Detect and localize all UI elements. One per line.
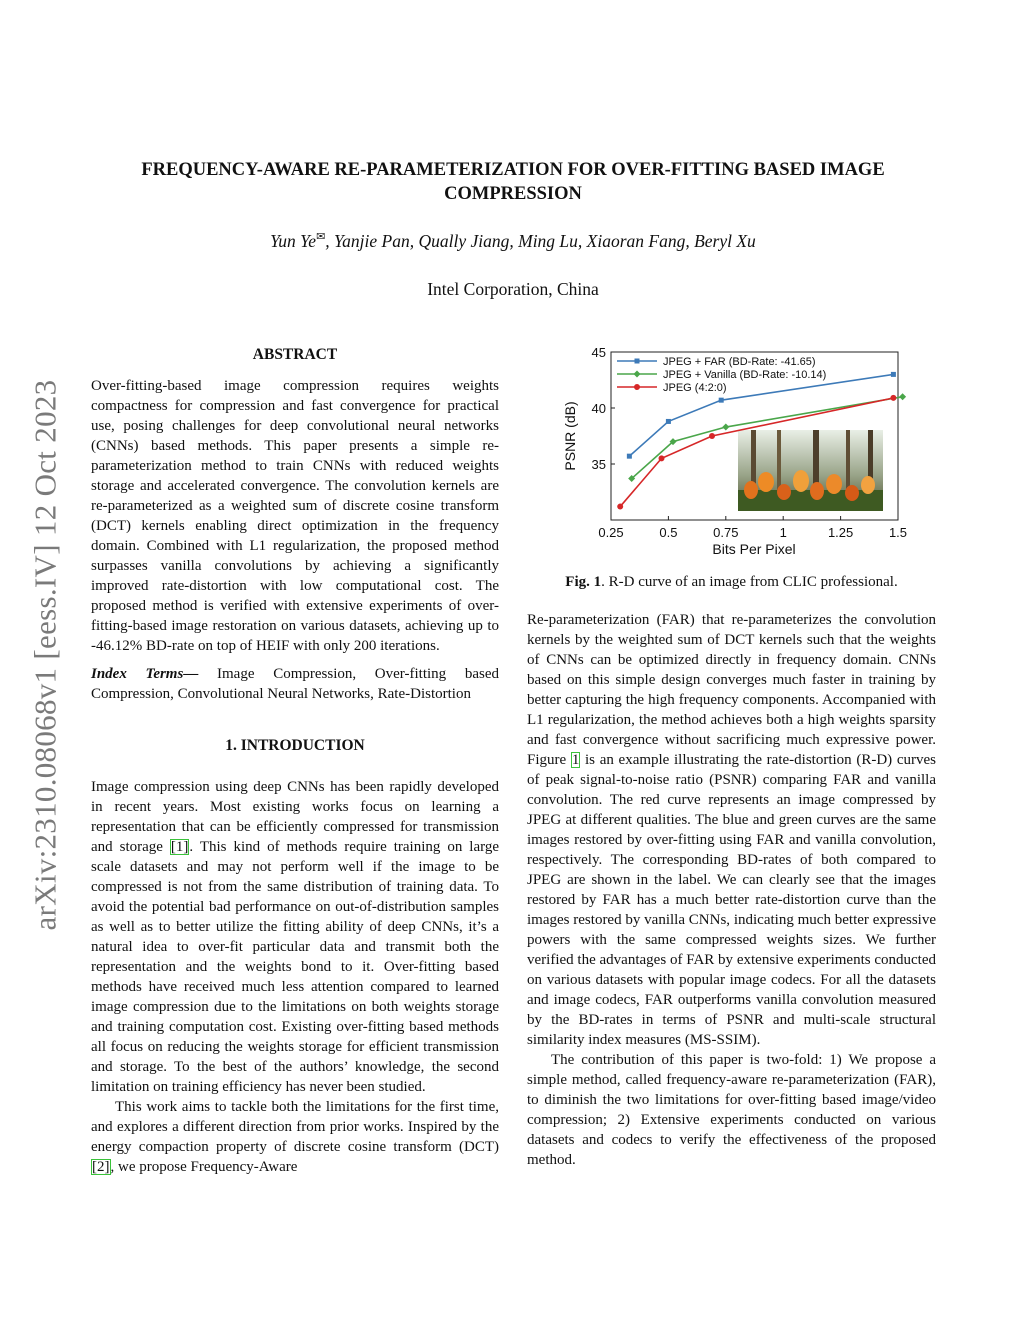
intro-p1-text-b: . This kind of methods require training on large scale datasets and may not perform well if the image to be compressed is not from the same distribution of training data. To avoid the potential bad performance on out-of-distribution samples as well as to better utilize the fitting ability of deep CNNs, it’s a natural idea to over-fit particular data and transmit both the representation and the weights bond to it. Over-fitting based methods have received much less attention compared to learned image compression due to the limitations on both weights storage and training computation cost. Existing over-fitting based methods all focus on reducing the weights storage for efficient transmission and storage. To the best of the authors’ knowledge, the second limitation on training efficiency has never been studied. [91, 839, 499, 1095]
arxiv-id-text: arXiv:2310.08068v1 [eess.IV] 12 Oct 2023 [27, 379, 62, 930]
figure-1 [555, 340, 935, 570]
intro-p3-text-b: is an example illustrating the rate-distortion (R-D) curves of peak signal-to-noise ratio (PSNR) comparing FAR and vanilla convolution. The red curve represents an image compressed by JPEG at different qualities. The blue and green curves are the same images restored by over-fitting using FAR and vanilla convolution, respectively. The corresponding BD-rates of both compared to JPEG are shown in the label. We can clearly see that the images restored by FAR has a much better rate-distortion curve than the images restored by vanilla CNNs, indicating much better expressive powers with the same compressed weights sizes. We further verified the advantages of FAR by extensive experiments conducted on various datasets with popular image codecs. For all the datasets and image codecs, FAR outperforms vanilla convolution measured by the BD-rates in terms of PSNR and multi-scale structural similarity index measures (MS-SSIM). [527, 752, 936, 1048]
rd-curve-chart [555, 340, 935, 570]
inset-photo-tulips [738, 430, 883, 511]
y-tick-label-1: 40 [591, 401, 606, 416]
legend-label-2: JPEG (4:2:0) [663, 382, 727, 394]
x-tick-label-5: 1.5 [888, 525, 908, 540]
data-point-2-3 [890, 395, 896, 401]
citation-link-1[interactable]: [1] [170, 839, 189, 855]
data-point-1-3 [899, 393, 906, 400]
index-terms-label: Index Terms— [91, 666, 199, 682]
data-point-0-2 [719, 398, 724, 403]
x-tick-label-2: 0.75 [713, 525, 739, 540]
caption-label: Fig. 1 [565, 574, 602, 590]
abstract-heading: ABSTRACT [252, 346, 338, 363]
x-tick-label-3: 1 [779, 525, 787, 540]
data-point-0-1 [666, 419, 671, 424]
abstract-text: Over-fitting-based image compression requires weights compactness for compression and fast convergence for practical use, posing challenges for deep convolutional neural networks (CNNs) based methods. This paper presents a simple re-parameterization method to train CNNs with reduced weights storage and accelerated convergence. The convolution kernels are re-parameterized as a weighted sum of discrete cosine transform (DCT) kernels enabling direct optimization in the frequency domain. Combined with L1 regularization, the proposed method surpasses vanilla convolutions by achieving a significantly improved rate-distortion with low computational cost. The proposed method is verified with extensive experiments of over-fitting-based image restoration on various datasets, achieving up to -46.12% BD-rate on top of HEIF with only 200 iterations. [91, 378, 499, 654]
other-authors: , Yanjie Pan, Qually Jiang, Ming Lu, Xiaoran Fang, Beryl Xu [325, 230, 756, 251]
data-point-0-0 [627, 454, 632, 459]
x-tick-label-0: 0.25 [598, 525, 624, 540]
caption-text: . R-D curve of an image from CLIC professional. [601, 574, 898, 590]
affiliation: Intel Corporation, China [427, 279, 599, 299]
intro-paragraph-4: The contribution of this paper is two-fold: 1) We propose a simple method, called frequency-aware re-parameterization (FAR), to diminish the two limitations for over-fitting based image/video compression; 2) Extensive experiments conducted on various datasets and codecs to verify the effectiveness of the proposed method. [527, 1052, 936, 1168]
intro-paragraph-3 [527, 610, 936, 1050]
paper-title: FREQUENCY-AWARE RE-PARAMETERIZATION FOR OVER-FITTING BASED IMAGE COMPRESSION [141, 160, 885, 204]
x-axis-label: Bits Per Pixel [712, 541, 796, 557]
right-column [527, 610, 936, 1170]
figure-caption [527, 574, 936, 591]
data-point-0-3 [891, 372, 896, 377]
intro-p2-text-b: , we propose Frequency-Aware [110, 1159, 298, 1175]
index-terms [91, 664, 499, 704]
data-point-2-2 [709, 433, 715, 439]
data-point-2-1 [659, 455, 665, 461]
intro-p3-text-a: Re-parameterization (FAR) that re-parameterizes the convolution kernels by the weighted sum of DCT kernels such that the weights of CNNs can be optimized directly in frequency domain. CNNs based on this simple design converges much faster in training by better capturing the high frequency components. Accompanied with L1 regularization, the method achieves both a high weights sparsity and fast convergence without sacrificing much expressive power. Figure [527, 612, 936, 768]
citation-link-2[interactable]: [2] [92, 1159, 110, 1175]
data-point-2-0 [617, 504, 623, 510]
y-axis-label: PSNR (dB) [562, 401, 578, 471]
envelope-icon: ✉ [316, 231, 326, 243]
left-column [91, 345, 499, 1177]
figure-reference-link[interactable]: 1 [571, 752, 580, 768]
legend-marker-2 [634, 384, 640, 390]
intro-p1-text-a: Image compression using deep CNNs has been rapidly developed in recent years. Most existing works focus on learning a representation that can be efficiently compressed for transmission and storage [91, 779, 499, 855]
legend-label-0: JPEG + FAR (BD-Rate: -41.65) [663, 356, 816, 368]
legend-marker-0 [635, 359, 640, 364]
introduction-heading: 1. INTRODUCTION [225, 737, 365, 754]
x-tick-label-1: 0.5 [659, 525, 678, 540]
intro-p2-text-a: This work aims to tackle both the limitations for the first time, and explores a different direction from prior works. Inspired by the energy compaction property of discrete cosine transform (DCT) [91, 1099, 499, 1155]
author-list [90, 230, 936, 252]
index-terms-text: Image Compression, Over-fitting based Compression, Convolutional Neural Networks, Rate-Distortion [91, 666, 499, 702]
intro-paragraph-1 [91, 777, 499, 1097]
y-tick-label-2: 45 [591, 345, 606, 360]
legend-label-1: JPEG + Vanilla (BD-Rate: -10.14) [663, 369, 827, 381]
x-tick-label-4: 1.25 [827, 525, 854, 540]
first-author: Yun Ye [270, 230, 317, 251]
arxiv-identifier [28, 352, 62, 957]
intro-paragraph-2 [91, 1097, 499, 1177]
y-tick-label-0: 35 [591, 457, 606, 472]
